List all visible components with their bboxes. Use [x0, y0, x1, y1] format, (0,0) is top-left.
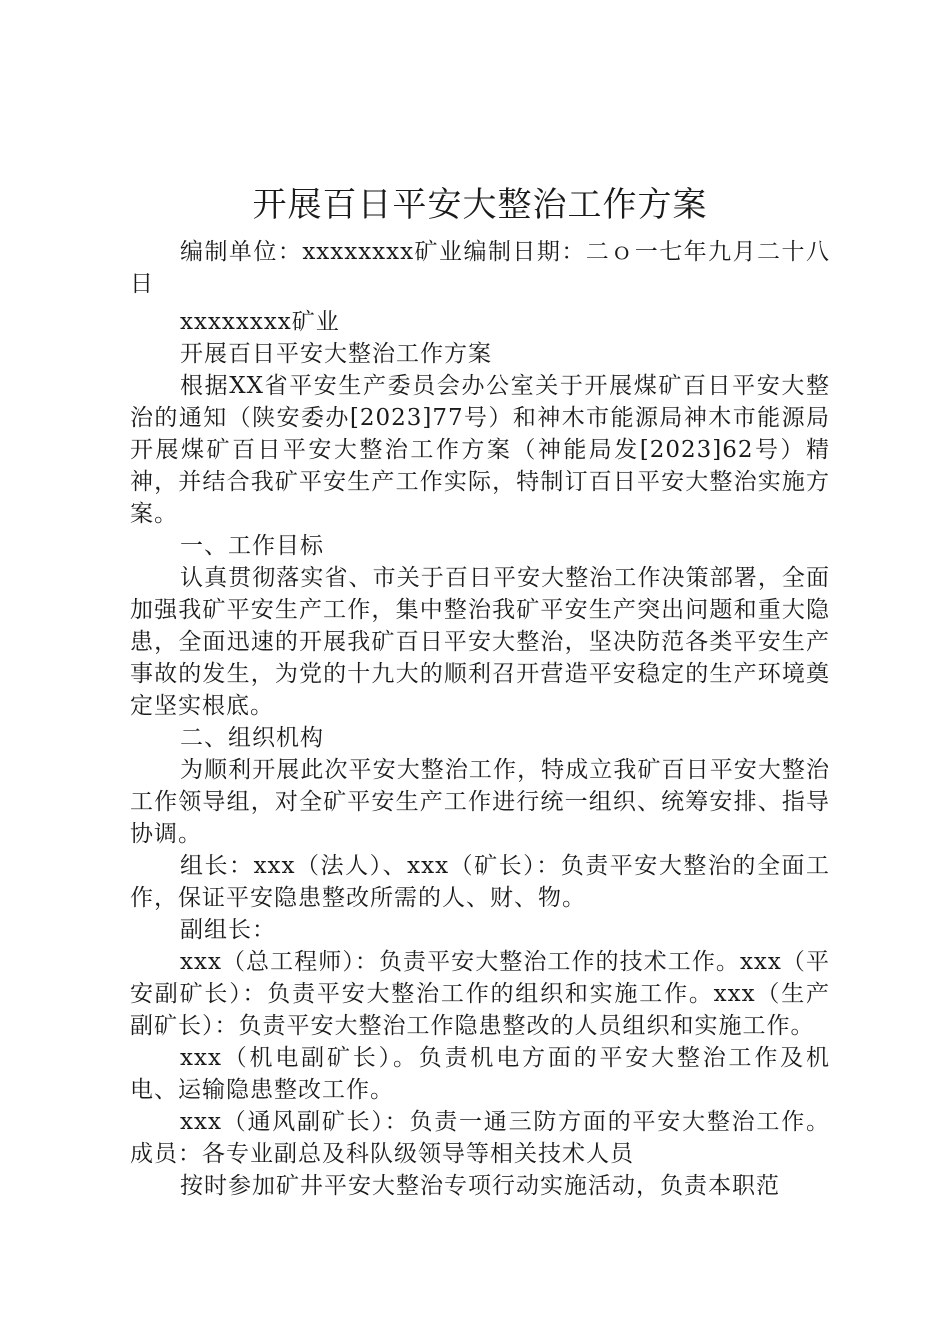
- deputy-leader-heading: 副组长：: [180, 917, 276, 943]
- basis-paragraph: 根据XX省平安生产委员会办公室关于开展煤矿百日平安大整治的通知（陕安委办[2023]77号）和神木市能源局神木市能源局开展煤矿百日平安大整治工作方案（神能局发[2023]62号）精神，并结合我矿平安生产工作实际，特制订百日平安大整治实施方案。: [130, 373, 830, 527]
- deputy-leaders-paragraph: xxx（总工程师）：负责平安大整治工作的技术工作。xxx（平安副矿长）：负责平安大整治工作的组织和实施工作。xxx（生产副矿长）：负责平安大整治工作隐患整改的人员组织和实施工作。: [130, 949, 830, 1039]
- goals-paragraph: 认真贯彻落实省、市关于百日平安大整治工作决策部署，全面加强我矿平安生产工作，集中整治我矿平安生产突出问题和重大隐患，全面迅速的开展我矿百日平安大整治，坚决防范各类平安生产事故的发生，为党的十九大的顺利召开营造平安稳定的生产环境奠定坚实根底。: [130, 565, 830, 719]
- organization-paragraph: 为顺利开展此次平安大整治工作，特成立我矿百日平安大整治工作领导组，对全矿平安生产工作进行统一组织、统筹安排、指导协调。: [130, 757, 830, 847]
- document-title: 开展百日平安大整治工作方案: [252, 185, 708, 225]
- ventilation-deputy-paragraph: xxx（通风副矿长）：负责一通三防方面的平安大整治工作。成员：各专业副总及科队级领导等相关技术人员: [130, 1109, 830, 1167]
- compile-info-paragraph: 编制单位：xxxxxxxx矿业编制日期：二ｏ一七年九月二十八日: [130, 239, 830, 297]
- plan-subtitle-paragraph: 开展百日平安大整治工作方案: [180, 341, 492, 367]
- team-leader-paragraph: 组长：xxx（法人）、xxx（矿长）：负责平安大整治的全面工作，保证平安隐患整改所需的人、财、物。: [130, 853, 830, 911]
- company-name-paragraph: xxxxxxxx矿业: [180, 309, 340, 335]
- document-page: [130, 180, 830, 1202]
- section-heading-goals: 一、工作目标: [180, 533, 324, 559]
- members-duty-paragraph: 按时参加矿井平安大整治专项行动实施活动，负责本职范: [180, 1173, 780, 1199]
- electromechanical-deputy-paragraph: xxx（机电副矿长）。负责机电方面的平安大整治工作及机电、运输隐患整改工作。: [130, 1045, 830, 1103]
- section-heading-organization: 二、组织机构: [180, 725, 324, 751]
